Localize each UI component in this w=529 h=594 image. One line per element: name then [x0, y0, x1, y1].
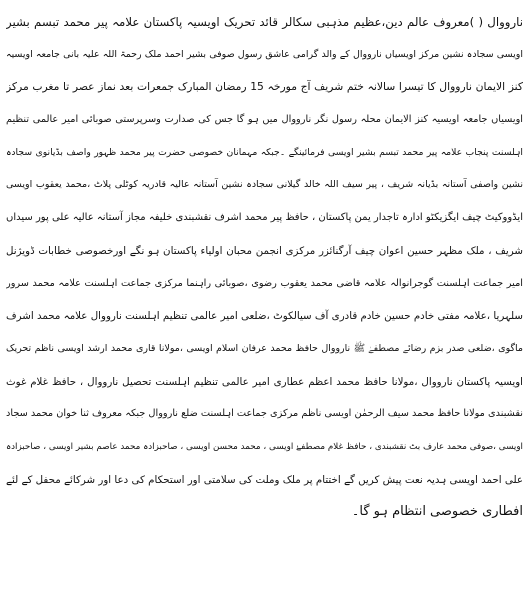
article-line: نشین واصفی آستانہ بڈیانہ شریف ، پیر سیف اللہ خالد گیلانی سجادہ نشین آستانہ عالیہ قادریہ کوٹلی پلاٹ ،محمد یعقوب اویسی: [6, 179, 523, 191]
article-line: ایڈووکیٹ چیف ایگزیکٹو ادارہ تاجدار یمن پاکستان ، حافظ پیر محمد اشرف نقشبندی خلیفہ مجاز آستانہ عالیہ علی پور سیداں: [6, 212, 523, 224]
article-line: نقشبندی مولانا حافظ محمد سیف الرحمٰن اویسی ناظم مرکزی جماعت اہلسنت ضلع نارووال جبکہ معروف ثنا خوان محمد سجاد: [6, 408, 523, 420]
article-line: سلہریا ،علامہ مفتی خادم حسین خادم قادری آف سیالکوٹ ،ضلعی امیر عالمی تنظیم اہلسنت نارووال علامہ محمد اشرف: [6, 310, 523, 323]
article-line: افطاری خصوصی انتظام ہو گا۔: [351, 504, 523, 520]
article-line: اویسی سجادہ نشین مرکز اویسیاں نارووال کے والد گرامی عاشق رسول صوفی بشیر احمد ملک رحمۃ اللہ علیہ بانی جامعہ اویسیہ: [6, 48, 523, 60]
article-line: شریف ، ملک مظہر حسین اعوان چیف آرگنائزر مرکزی انجمن محبان اولیاء پاکستان ہو نگے اورخصوصی خطابات ڈویژنل: [6, 244, 523, 257]
article-line: کنز الایمان نارووال کا تیسرا سالانہ ختم شریف آج مورخہ 15 رمضان المبارک جمعرات بعد نماز عصر تا مغرب مرکز: [6, 80, 523, 94]
article-line: علی احمد اویسی ہدیہ نعت پیش کریں گے اختتام پر ملک وملت کی سلامتی اور استحکام کی دعا اور شرکائے محفل کے لئے: [6, 473, 523, 486]
article-line: نارووال ( )معروف عالم دین،عظیم مذہبی سکالر قائد تحریک اویسیہ پاکستان علامہ پیر محمد تبسم بشیر: [6, 15, 523, 29]
article-line: امیر جماعت اہلسنت گوجرانوالہ علامہ قاضی محمد یعقوب رضوی ،صوبائی راہنما مرکزی جماعت اہلسنت علامہ محمد سرور: [6, 277, 523, 289]
article-line: اویسیہ پاکستان نارووال ،مولانا حافظ محمد اعظم عطاری امیر عالمی تنظیم اہلسنت تحصیل نارووال ، حافظ غلام غوث: [6, 375, 523, 388]
article-line: ماگوی ،ضلعی صدر بزم رضائے مصطفےٰ ﷺ نارووال حافظ محمد عرفان اسلام اویسی ،مولانا قاری محمد ارشد اویسی ناظم تحریک: [6, 342, 523, 354]
article-line: اہلسنت پنجاب علامہ پیر محمد تبسم بشیر اویسی فرمائینگے ۔جبکہ مہمانان خصوصی حضرت پیر محمد ظہور واصف بڈیانوی سجادہ: [6, 146, 523, 158]
article-line: اویسیاں جامعہ اویسیہ کنز الایمان محلہ رسول نگر نارووال میں ہو گا جس کی صدارت وسرپرستی صوبائی امیر عالمی تنظیم: [6, 114, 523, 126]
article-line: اویسی ،صوفی محمد عارف بٹ نقشبندی ، حافظ غلام مصطفےٰ اویسی ، محمد محسن اویسی ، صاحبزادہ محمد عاصم بشیر اویسی ، صاحبزادہ: [6, 441, 523, 452]
